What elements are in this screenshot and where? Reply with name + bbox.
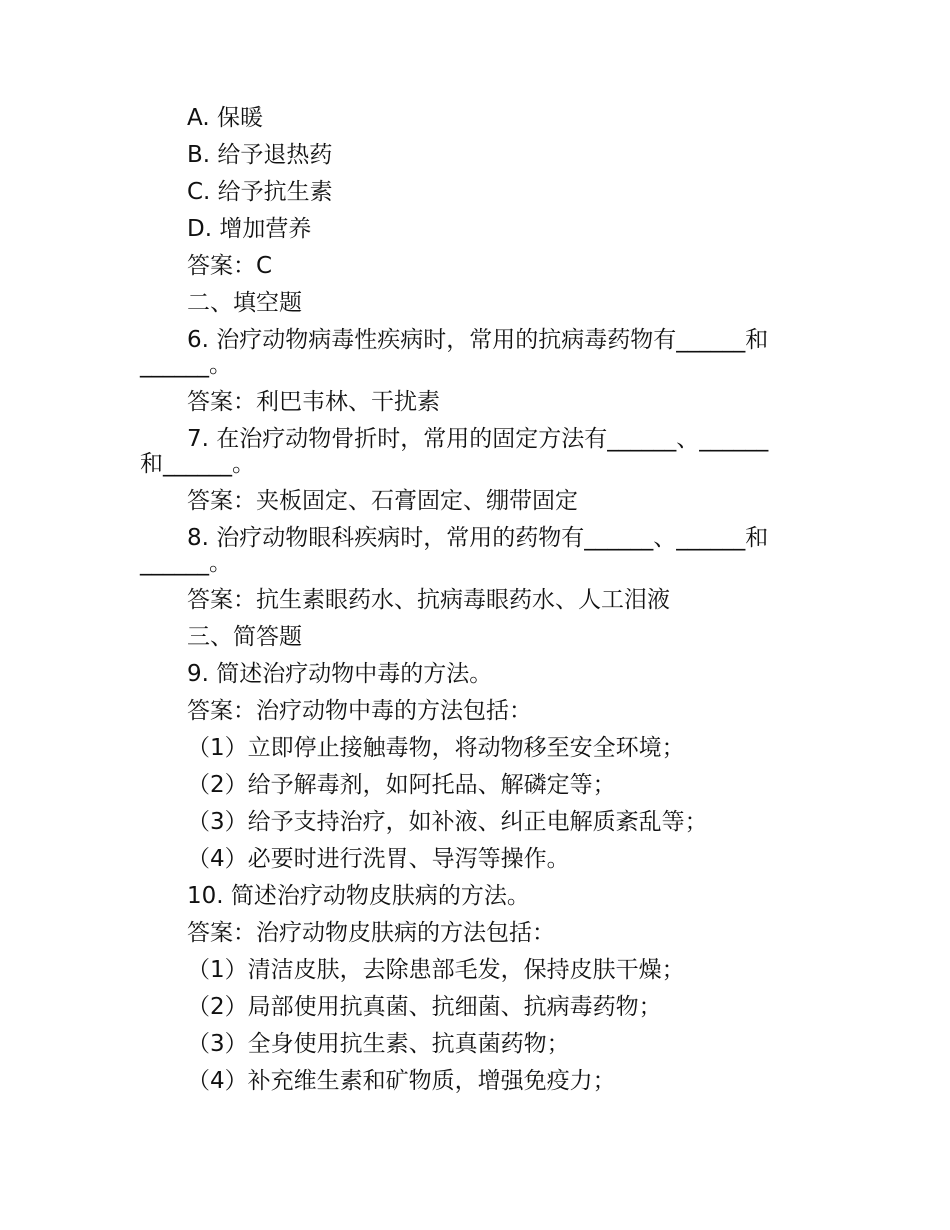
q7-question [140, 427, 808, 477]
option-a: A. 保暖 [187, 105, 263, 131]
q10-item-1: （1）清洁皮肤，去除患部毛发，保持皮肤干燥； [187, 957, 685, 983]
option-c: C. 给予抗生素 [187, 179, 333, 205]
q8-answer: 答案：抗生素眼药水、抗病毒眼药水、人工泪液 [187, 587, 670, 613]
q6-question-line2: ______。 [140, 352, 232, 378]
q9-answer-intro: 答案：治疗动物中毒的方法包括： [187, 698, 532, 724]
q7-answer: 答案：夹板固定、石膏固定、绷带固定 [187, 488, 578, 514]
q8-question [140, 526, 808, 576]
q10-question: 10. 简述治疗动物皮肤病的方法。 [187, 883, 530, 909]
q7-question-line1: 7. 在治疗动物骨折时，常用的固定方法有______、______ [187, 426, 769, 452]
q6-answer: 答案：利巴韦林、干扰素 [187, 389, 440, 415]
q10-item-2: （2）局部使用抗真菌、抗细菌、抗病毒药物； [187, 994, 662, 1020]
q9-item-3: （3）给予支持治疗，如补液、纠正电解质紊乱等； [187, 809, 708, 835]
section-title-fill-in: 二、填空题 [187, 290, 302, 316]
section-title-short-answer: 三、简答题 [187, 624, 302, 650]
q6-question [140, 328, 808, 378]
q9-item-4: （4）必要时进行洗胃、导泻等操作。 [187, 846, 570, 872]
option-b: B. 给予退热药 [187, 142, 333, 168]
q8-question-line2: ______。 [140, 550, 232, 576]
q10-item-4: （4）补充维生素和矿物质，增强免疫力； [187, 1068, 616, 1094]
q7-question-line2: 和______。 [140, 451, 255, 477]
q8-question-line1: 8. 治疗动物眼科疾病时，常用的药物有______、______和 [187, 525, 769, 551]
q9-item-1: （1）立即停止接触毒物，将动物移至安全环境； [187, 735, 685, 761]
q10-item-3: （3）全身使用抗生素、抗真菌药物； [187, 1031, 570, 1057]
option-d: D. 增加营养 [187, 216, 312, 242]
document-page [140, 100, 808, 1100]
q9-question: 9. 简述治疗动物中毒的方法。 [187, 661, 493, 687]
q9-item-2: （2）给予解毒剂，如阿托品、解磷定等； [187, 772, 616, 798]
q10-answer-intro: 答案：治疗动物皮肤病的方法包括： [187, 920, 555, 946]
q6-question-line1: 6. 治疗动物病毒性疾病时，常用的抗病毒药物有______和 [187, 327, 769, 353]
q5-answer: 答案：C [187, 253, 273, 279]
